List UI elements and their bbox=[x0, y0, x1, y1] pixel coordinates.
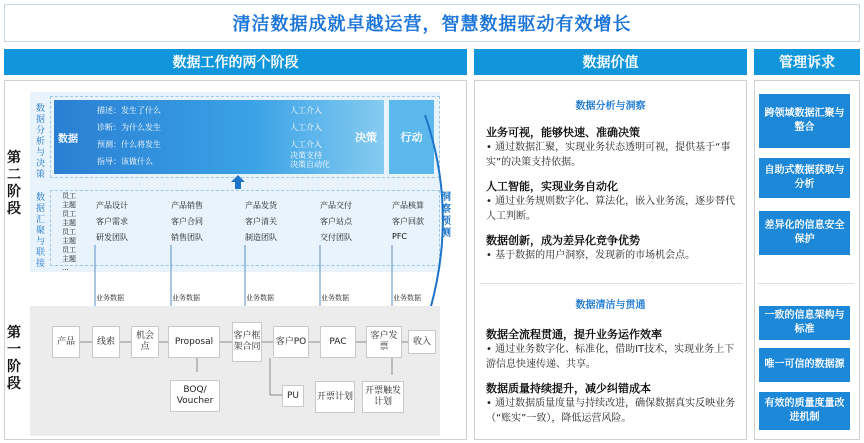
flow-box-billing-trigger: 开票触发计划 bbox=[362, 381, 404, 413]
flow-box-revenue: 收入 bbox=[408, 330, 436, 354]
col3-row1: 产品发货 bbox=[245, 201, 277, 210]
biz-data-4: 业务数据 bbox=[321, 294, 349, 302]
col4-row2: 客户站点 bbox=[320, 217, 352, 226]
biz-data-5: 业务数据 bbox=[393, 294, 421, 302]
gov-bottom-1: 一致的信息架构与标准 bbox=[759, 306, 850, 340]
flow-3-text: 预测：什么将发生 bbox=[97, 140, 161, 149]
value-1-body: • 通过数据汇聚，实现业务状态透明可视，提供基于“事实”的决策支持依据。 bbox=[486, 142, 731, 168]
flow-4-action: 决策支持 决策自动化 bbox=[290, 151, 330, 169]
col3-row3: 制造团队 bbox=[245, 233, 277, 242]
value-1-heading: 业务可视，能够快速、准确决策 bbox=[486, 126, 640, 139]
value-2-heading: 人工智能，实现业务自动化 bbox=[486, 180, 618, 193]
header-value: 数据价值 bbox=[474, 49, 747, 75]
col2-row2: 客户合同 bbox=[171, 217, 203, 226]
value-5-body: • 通过数据质量度量与持续改进，确保数据真实反映业务（“账实”一致），降低运营风险。 bbox=[486, 398, 736, 424]
flow-box-invoice: 客户发票 bbox=[366, 326, 402, 358]
value-section-2 bbox=[486, 326, 742, 426]
page-title: 清洁数据成就卓越运营，智慧数据驱动有效增长 bbox=[232, 14, 632, 35]
analysis-flows bbox=[95, 103, 345, 171]
gov-top-2: 自助式数据获取与分析 bbox=[759, 158, 850, 198]
flow-box-po: 客户PO bbox=[273, 326, 309, 358]
flow-box-pu: PU bbox=[282, 385, 304, 407]
value-4-heading: 数据全流程贯通，提升业务运作效率 bbox=[486, 328, 662, 341]
flow-3-action: 人工介入 bbox=[290, 140, 322, 149]
col1-row2: 客户需求 bbox=[96, 217, 128, 226]
flow-box-product: 产品 bbox=[52, 326, 80, 358]
biz-data-2: 业务数据 bbox=[172, 294, 200, 302]
header-governance: 管理诉求 bbox=[754, 49, 860, 75]
gov-top-3: 差异化的信息安全保护 bbox=[759, 211, 850, 255]
value-section-1-title: 数据分析与洞察 bbox=[575, 101, 646, 112]
value-4-body: • 通过业务数字化、标准化，借助IT技术，实现业务上下游信息快速传递、共享。 bbox=[486, 344, 735, 370]
stage2-side-top: 数据分析与决策 bbox=[35, 104, 45, 180]
flow-box-opportunity: 机会点 bbox=[131, 326, 159, 358]
col1-row1: 产品设计 bbox=[96, 201, 128, 210]
flow-1-text: 描述：发生了什么 bbox=[97, 106, 161, 115]
flow-box-proposal: Proposal bbox=[168, 326, 220, 358]
flow-1-action: 人工介入 bbox=[290, 106, 322, 115]
col5-row1: 产品核算 bbox=[392, 201, 424, 210]
action-label: 行动 bbox=[389, 100, 434, 174]
flow-4-text: 指导：该做什么 bbox=[97, 157, 153, 166]
value-3-heading: 数据创新，成为差异化竞争优势 bbox=[486, 234, 640, 247]
theme-more: ... bbox=[62, 264, 69, 272]
value-section-1 bbox=[486, 124, 742, 263]
value-3-body: • 基于数据的用户洞察，发现新的市场机会点。 bbox=[486, 250, 696, 261]
up-arrow-icon bbox=[230, 174, 246, 190]
flow-box-lead: 线索 bbox=[92, 326, 120, 358]
flow-2-action: 人工介入 bbox=[290, 123, 322, 132]
flow-box-billing-plan: 开票计划 bbox=[315, 381, 355, 413]
gov-top-1: 跨领域数据汇聚与整合 bbox=[759, 94, 850, 148]
col3-row2: 客户清关 bbox=[245, 217, 277, 226]
col4-row3: 交付团队 bbox=[320, 233, 352, 242]
value-5-heading: 数据质量持续提升，减少纠错成本 bbox=[486, 382, 651, 395]
theme-4: 员工主题 bbox=[62, 246, 76, 263]
col5-row3: PFC bbox=[392, 232, 408, 241]
theme-3: 员工主题 bbox=[62, 228, 76, 245]
value-section-2-title: 数据清洁与贯通 bbox=[575, 300, 646, 311]
flow-2-text: 诊断：为什么发生 bbox=[97, 123, 161, 132]
data-label: 数据 bbox=[58, 134, 78, 145]
col1-row3: 研发团队 bbox=[96, 233, 128, 242]
flow-box-pac: PAC bbox=[320, 326, 356, 358]
stage2-label: 第二阶段 bbox=[7, 150, 21, 217]
insight-label: 洞察预测 bbox=[441, 192, 451, 239]
stage2-side-bottom: 数据汇聚与联接 bbox=[35, 193, 45, 269]
col2-row3: 销售团队 bbox=[171, 233, 203, 242]
flow-box-boq: BOQ/ Voucher bbox=[170, 380, 220, 412]
flow-box-framework-contract: 客户框架合同 bbox=[232, 322, 262, 362]
biz-data-1: 业务数据 bbox=[96, 294, 124, 302]
gov-bottom-3: 有效的质量度量改进机制 bbox=[759, 392, 850, 430]
gov-bottom-2: 唯一可信的数据源 bbox=[759, 348, 850, 382]
value-2-body: • 通过业务规则数字化、算法化，嵌入业务流，逐步替代人工判断。 bbox=[486, 196, 736, 222]
stage1-label: 第一阶段 bbox=[7, 325, 21, 392]
col5-row2: 客户回款 bbox=[392, 217, 424, 226]
col4-row1: 产品交付 bbox=[320, 201, 352, 210]
gov-divider bbox=[758, 283, 854, 284]
theme-col-1 bbox=[96, 200, 128, 243]
theme-2: 员工主题 bbox=[62, 210, 76, 227]
decision-label: 决策 bbox=[355, 131, 377, 144]
theme-col-2 bbox=[171, 200, 203, 243]
theme-1: 员工主题 bbox=[62, 192, 76, 209]
header-stages: 数据工作的两个阶段 bbox=[4, 49, 467, 75]
theme-col-4 bbox=[320, 200, 352, 243]
col2-row1: 产品销售 bbox=[171, 201, 203, 210]
theme-col-3 bbox=[245, 200, 277, 243]
value-divider bbox=[480, 283, 742, 284]
biz-data-3: 业务数据 bbox=[246, 294, 274, 302]
page-title-box bbox=[4, 4, 860, 42]
